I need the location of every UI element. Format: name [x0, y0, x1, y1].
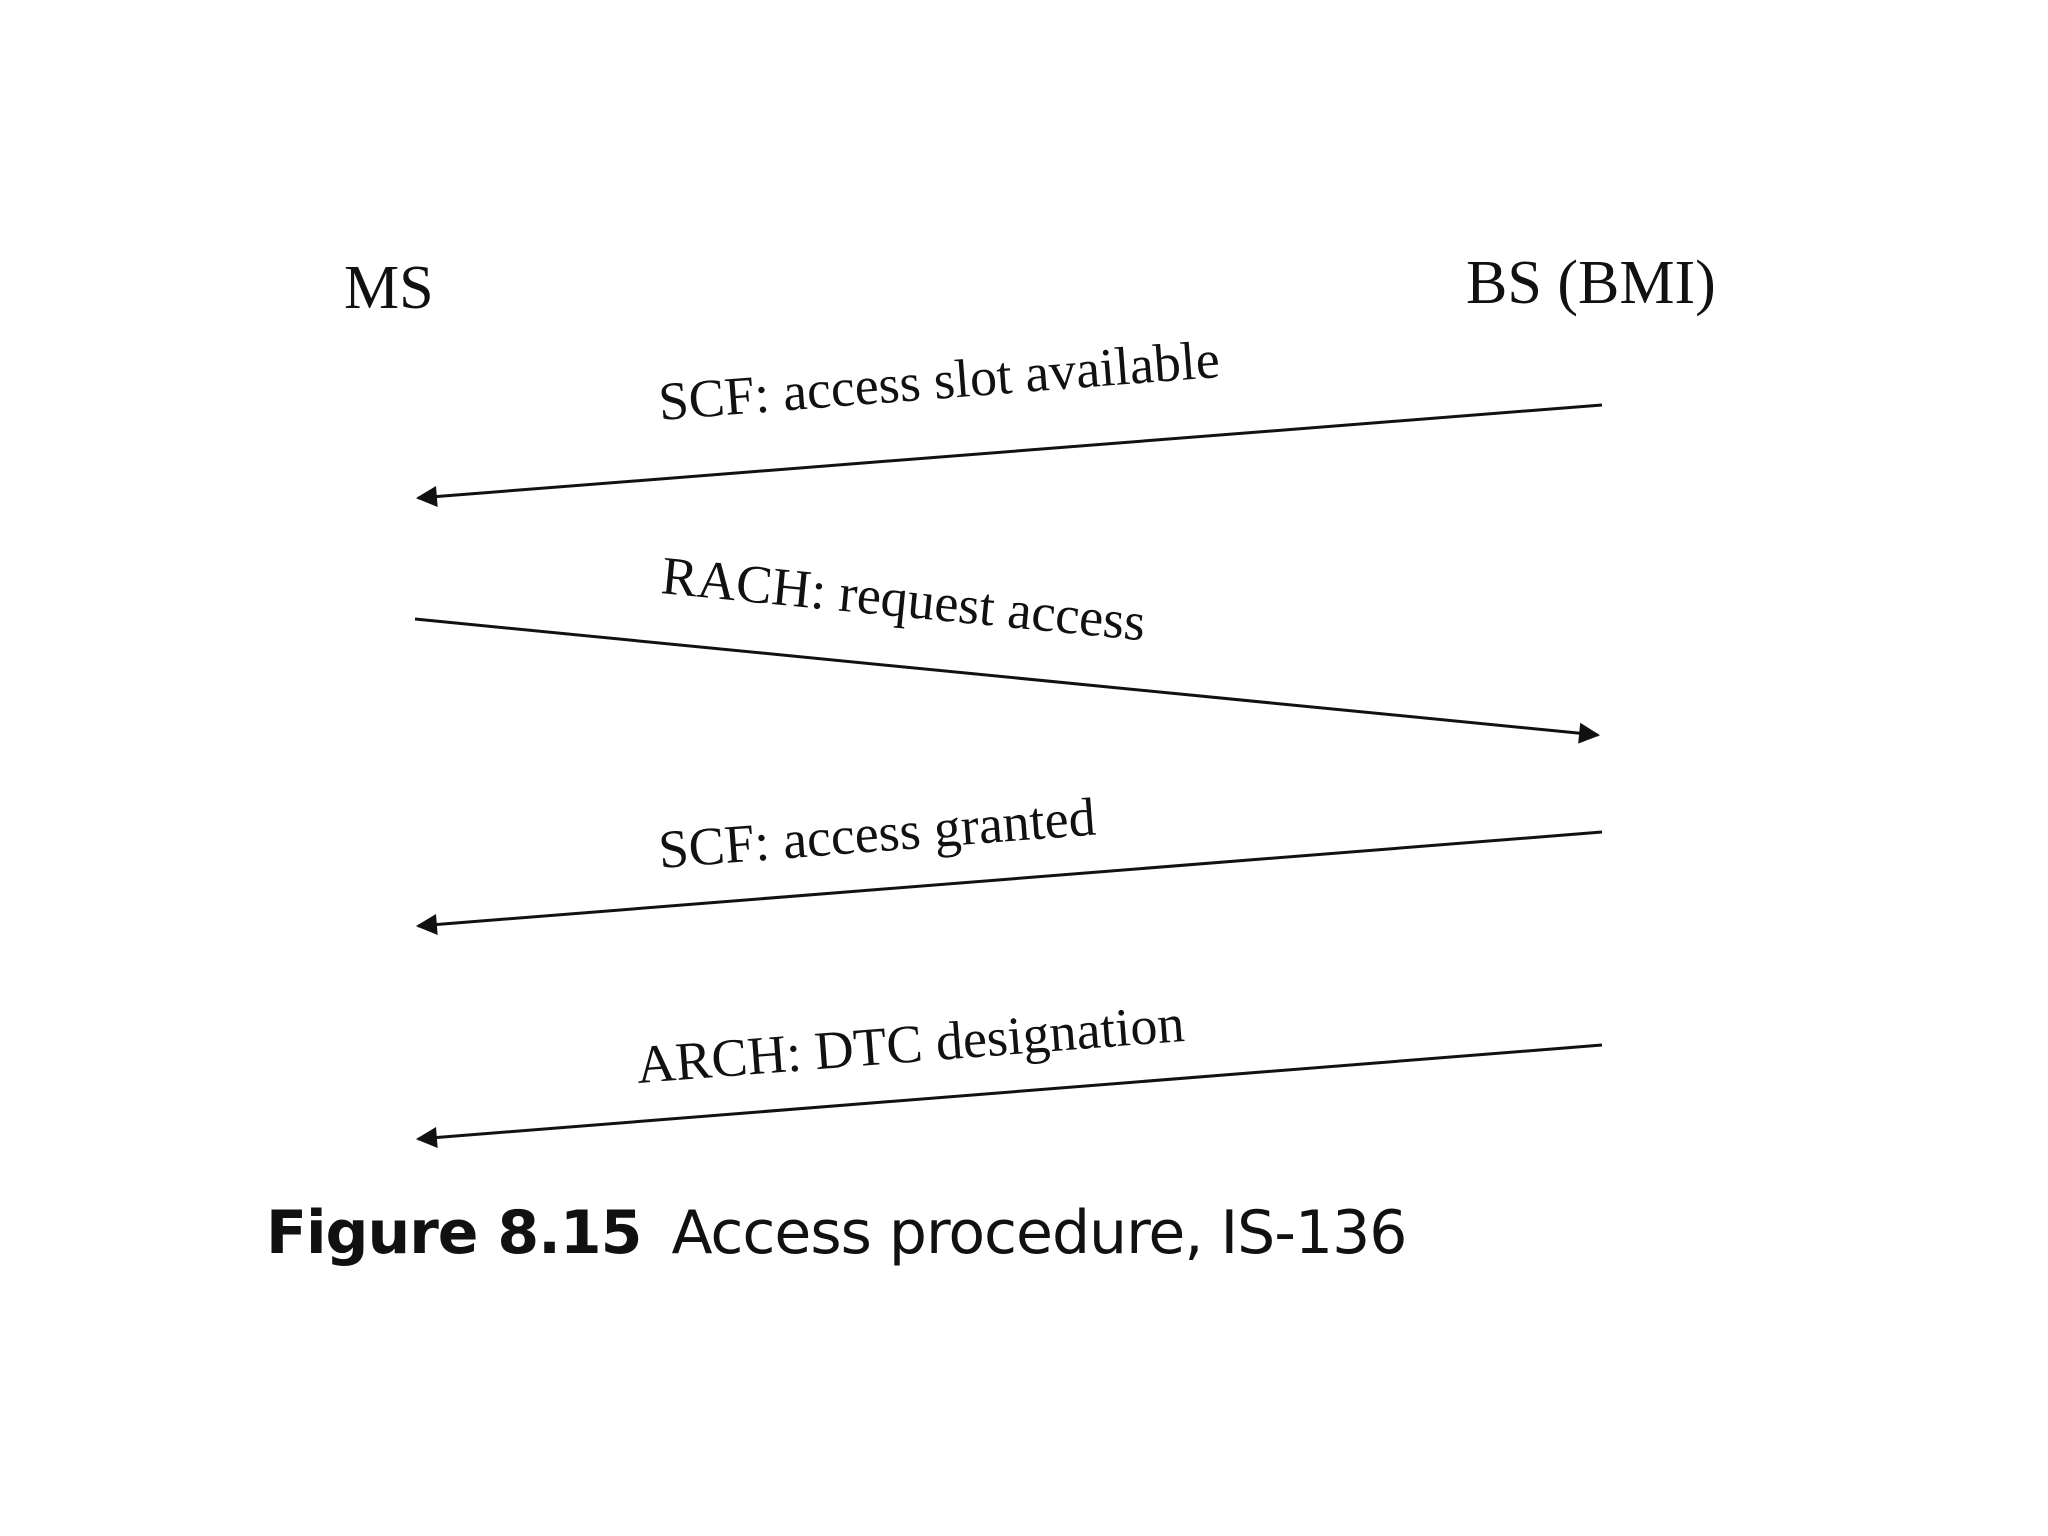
figure-caption-text: Access procedure, IS-136: [671, 1198, 1407, 1268]
message-arrow-scf-slot: [418, 405, 1602, 498]
entity-bs-label: BS (BMI): [1466, 249, 1716, 317]
message-label-scf-granted: SCF: access granted: [656, 786, 1098, 880]
message-label-arch: ARCH: DTC designation: [634, 993, 1187, 1095]
message-label-scf-slot: SCF: access slot available: [656, 328, 1222, 432]
message-label-rach: RACH: request access: [658, 545, 1149, 653]
entity-ms-label: MS: [344, 254, 434, 322]
figure-number: Figure 8.15: [266, 1198, 642, 1268]
figure-caption: [266, 1198, 1666, 1278]
